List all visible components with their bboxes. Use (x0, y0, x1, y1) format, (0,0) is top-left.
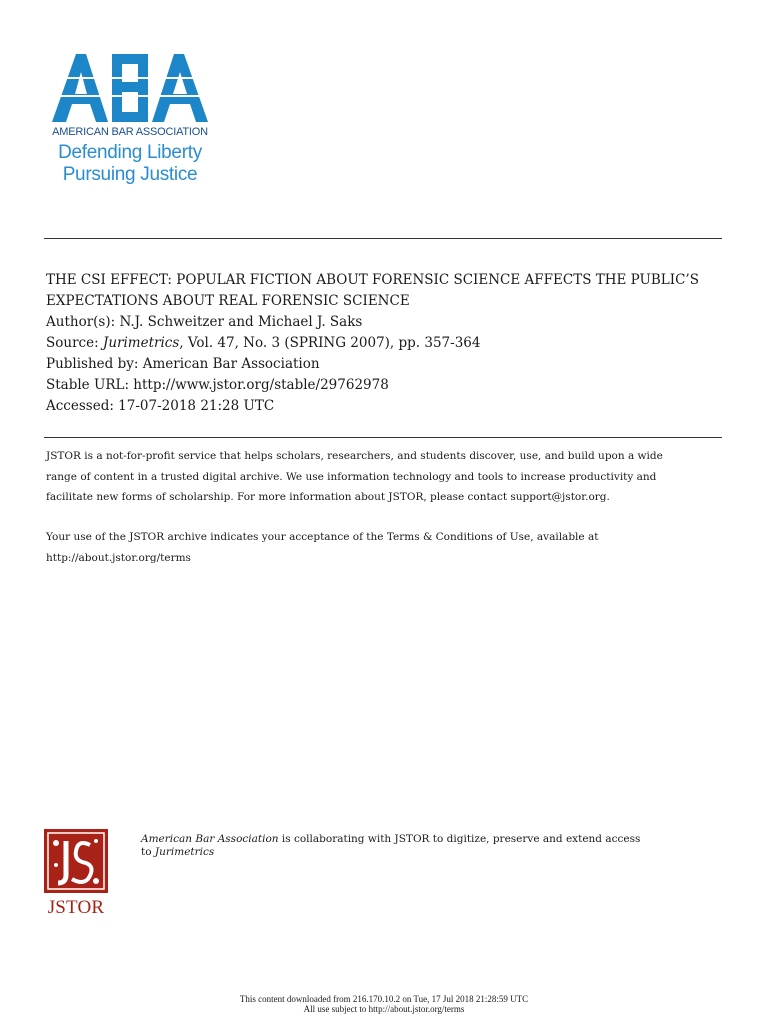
jstor-seal-icon (44, 829, 108, 893)
collab-line2 (141, 846, 731, 859)
collaboration-statement (141, 833, 731, 859)
divider-bottom (44, 437, 722, 438)
divider-top (44, 238, 722, 239)
collab-text: is collaborating with JSTOR to digitize, preserve and extend access (278, 833, 641, 845)
aba-org-name: AMERICAN BAR ASSOCIATION (52, 126, 208, 138)
footer-line2: All use subject to http://about.jstor.org/terms (303, 1004, 465, 1014)
source-details: , Vol. 47, No. 3 (SPRING 2007), pp. 357-364 (179, 335, 481, 351)
article-stable-url[interactable]: Stable URL: http://www.jstor.org/stable/29762978 (46, 377, 389, 393)
jstor-label: JSTOR (47, 897, 105, 918)
aba-motto-line2: Pursuing Justice (62, 164, 198, 185)
collab-journal: Jurimetrics (154, 846, 215, 858)
terms-link[interactable]: http://about.jstor.org/terms (46, 551, 191, 564)
collab-prefix: to (141, 846, 155, 858)
article-accessed: Accessed: 17-07-2018 21:28 UTC (46, 398, 275, 414)
collab-org: American Bar Association (141, 833, 279, 845)
article-title-line2: EXPECTATIONS ABOUT REAL FORENSIC SCIENCE (46, 293, 410, 309)
jstor-notice (46, 446, 726, 508)
source-journal: Jurimetrics (102, 335, 180, 351)
article-metadata (46, 270, 726, 417)
notice-line: range of content in a trusted digital archive. We use information technology and tools to increase productivity and (46, 470, 657, 483)
jstor-logo (44, 829, 108, 921)
article-source (46, 333, 726, 354)
download-footer (0, 994, 768, 1014)
article-authors: Author(s): N.J. Schweitzer and Michael J. Saks (46, 314, 363, 330)
article-publisher: Published by: American Bar Association (46, 356, 320, 372)
source-prefix: Source: (46, 335, 103, 351)
terms-line: Your use of the JSTOR archive indicates your acceptance of the Terms & Conditions of Use, available at (46, 531, 599, 543)
notice-line: JSTOR is a not-for-profit service that helps scholars, researchers, and students discover, use, and build upon a wide (46, 450, 663, 462)
footer-line1: This content downloaded from 216.170.10.2 on Tue, 17 Jul 2018 21:28:59 UTC (239, 994, 529, 1004)
collab-line1 (141, 833, 731, 846)
aba-logo (50, 48, 212, 190)
terms-notice (46, 527, 726, 568)
article-title-line1: THE CSI EFFECT: POPULAR FICTION ABOUT FORENSIC SCIENCE AFFECTS THE PUBLIC’S (46, 272, 699, 288)
notice-line: facilitate new forms of scholarship. For more information about JSTOR, please contact support@jstor.org. (46, 491, 610, 503)
aba-motto-line1: Defending Liberty (58, 142, 202, 163)
aba-letters-icon (50, 48, 210, 128)
